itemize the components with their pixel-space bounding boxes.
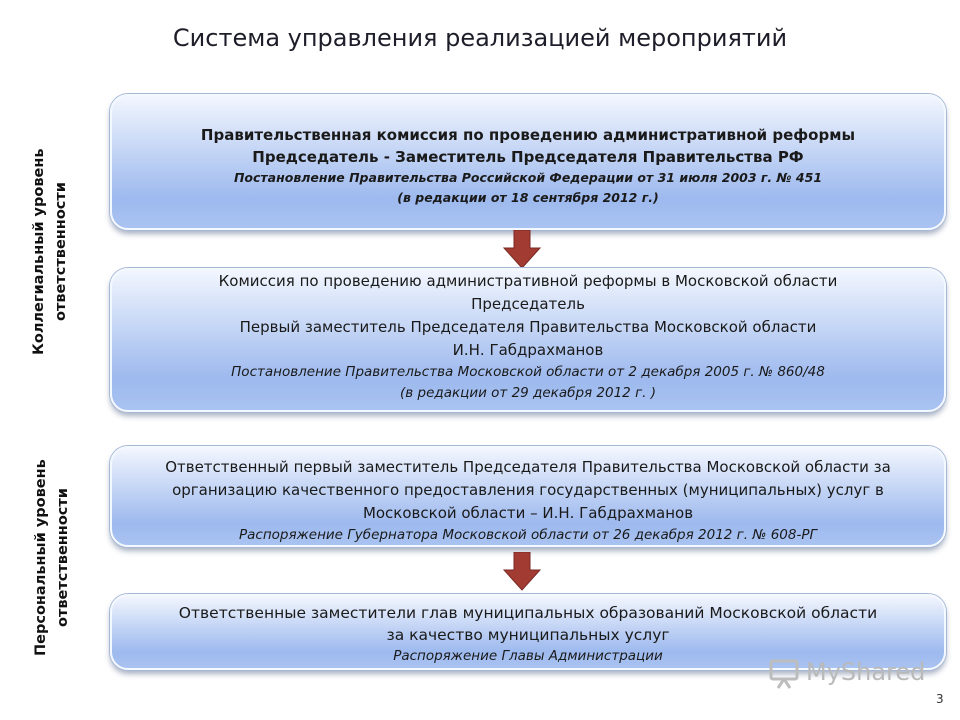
box3-line-4: Распоряжение Губернатора Московской области от 26 декабря 2012 г. № 608-РГ (239, 527, 817, 543)
down-arrow-icon (502, 230, 542, 270)
box3-line-3: Московской области – И.Н. Габдрахманов (362, 504, 694, 522)
watermark-text: MyShared (806, 658, 926, 686)
box2-line-6: (в редакции от 29 декабря 2012 г. ) (399, 385, 657, 401)
box1-line-4: (в редакции от 18 сентября 2012 г.) (397, 190, 659, 205)
collegial-level-label: Коллегиальный уровень ответственности (31, 148, 69, 356)
box2-line-4: И.Н. Габдрахманов (452, 341, 604, 359)
box1-line-3: Постановление Правительства Российской Федерации от 31 июля 2003 г. № 451 (233, 170, 823, 185)
government-commission-box (110, 94, 946, 230)
box2-line-1: Комиссия по проведению административной реформы в Московской области (218, 272, 838, 290)
personal-level-label: Персональный уровень ответственности (33, 459, 71, 657)
down-arrow-icon (502, 552, 542, 592)
box1-line-2: Председатель - Заместитель Председателя Правительства РФ (252, 148, 804, 166)
presentation-board-icon (768, 658, 800, 690)
responsible-deputy-box (110, 446, 946, 547)
page-number: 3 (936, 692, 944, 706)
box2-line-2: Председатель (471, 295, 585, 313)
box4-line-1: Ответственные заместители глав муниципальных образований Московской области (178, 604, 878, 622)
box3-line-1: Ответственный первый заместитель Председателя Правительства Московской области за (165, 458, 891, 476)
box4-line-2: за качество муниципальных услуг (386, 626, 670, 644)
box1-line-1: Правительственная комиссия по проведению административной реформы (200, 126, 856, 144)
box4-line-3: Распоряжение Главы Администрации (393, 648, 663, 664)
box2-line-3: Первый заместитель Председателя Правительства Московской области (239, 318, 817, 336)
slide-title: Система управления реализацией мероприятий (172, 24, 788, 52)
box3-line-2: организацию качественного предоставления государственных (муниципальных) услуг в (172, 481, 884, 499)
watermark-logo (768, 656, 938, 690)
regional-commission-box (110, 268, 946, 412)
box2-line-5: Постановление Правительства Московской области от 2 декабря 2005 г. № 860/48 (231, 364, 825, 380)
